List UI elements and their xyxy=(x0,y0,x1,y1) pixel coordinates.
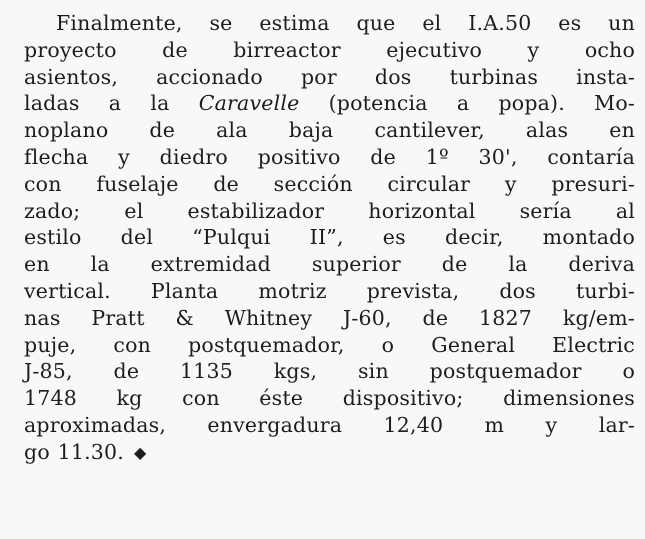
text-line-10: en la extremidad superior de la deriva xyxy=(24,252,635,277)
text-line-11: vertical. Planta motriz prevista, dos turbi- xyxy=(24,278,635,303)
text-line-12: nas Pratt & Whitney J-60, de 1827 kg/em- xyxy=(24,305,635,330)
text-line-2: proyecto de birreactor ejecutivo y ocho xyxy=(24,37,635,62)
text-line-13: puje, con postquemador, o General Electric xyxy=(24,332,635,357)
end-mark-icon: ◆ xyxy=(134,442,147,462)
text-line-5: noplano de ala baja cantilever, alas en xyxy=(24,118,635,143)
text-line-8: zado; el estabilizador horizontal sería al xyxy=(24,198,635,223)
text-line-4-end: (potencia a popa). Mo- xyxy=(328,91,635,116)
text-line-4 xyxy=(24,90,635,117)
caravelle-italic: Caravelle xyxy=(198,91,300,116)
text-line-17 xyxy=(24,439,635,466)
article-paragraph xyxy=(24,10,635,466)
text-line-6: flecha y diedro positivo de 1º 30', contaría xyxy=(24,144,635,169)
text-line-4-start: ladas a la xyxy=(24,91,170,116)
text-line-3: asientos, accionado por dos turbinas insta- xyxy=(24,64,635,89)
text-line-1: Finalmente, se estima que el I.A.50 es un xyxy=(56,11,635,35)
text-line-15: 1748 kg con éste dispositivo; dimensiones xyxy=(24,386,635,411)
text-line-7: con fuselaje de sección circular y presuri- xyxy=(24,171,635,196)
text-line-14: J-85, de 1135 kgs, sin postquemador o xyxy=(24,359,635,384)
text-line-9: estilo del “Pulqui II”, es decir, montado xyxy=(24,225,635,250)
text-line-17-text: go 11.30. xyxy=(24,439,124,464)
text-line-16: aproximadas, envergadura 12,40 m y lar- xyxy=(24,412,635,437)
